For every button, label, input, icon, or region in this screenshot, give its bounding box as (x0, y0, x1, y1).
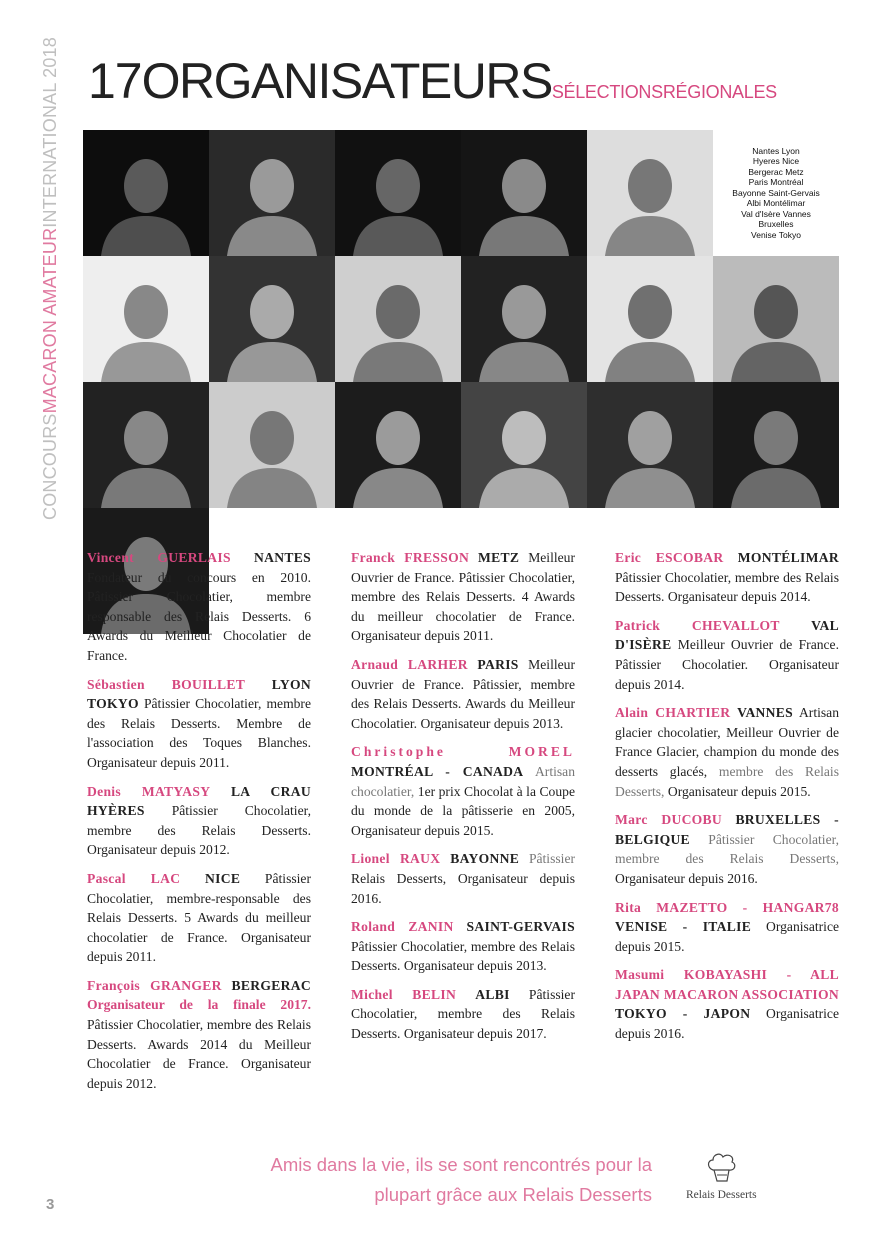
organizer-name: Sébastien BOUILLET (87, 676, 246, 692)
organizer-city: BRUXELLES - BELGIQUE (615, 812, 839, 847)
organizer-bio-grey: Pâtissier (528, 851, 576, 867)
organizer-city: MONTÉLIMAR (737, 550, 839, 565)
organizer-name: Pascal LAC (87, 870, 181, 886)
portrait-icon (461, 256, 587, 382)
logo-text: Relais Desserts (686, 1189, 757, 1201)
organizer-city: METZ (478, 550, 520, 565)
organizer-entry (87, 976, 311, 1094)
organizer-highlight: Organisateur de la finale 2017. (87, 997, 311, 1013)
portrait-icon (461, 382, 587, 508)
photo-17 (713, 382, 839, 508)
quote-line-1: Amis dans la vie, ils se sont rencontrés pour la (270, 1154, 652, 1175)
city-line: Venise Tokyo (751, 229, 801, 240)
organizers-columns (87, 548, 839, 1102)
organizer-bio: Meilleur Ouvrier de France. Pâtissier Chocolatier. Organisateur depuis 2014. (615, 637, 839, 692)
portrait-icon (587, 130, 713, 256)
organizer-bio: 1er prix Chocolat à la Coupe du monde de la pâtisserie en 2005, Organisateur depuis 2015. (351, 783, 575, 838)
organizer-bio-grey: membre des Relais Desserts, (615, 763, 839, 799)
organizer-entry (615, 548, 839, 607)
organizer-name: Arnaud LARHER (351, 656, 468, 672)
portrait-icon (587, 256, 713, 382)
organizer-name: Christophe MOREL (351, 744, 575, 760)
organizer-entry (615, 898, 839, 957)
organizer-entry (351, 917, 575, 976)
photo-7 (209, 256, 335, 382)
cities-list (713, 130, 839, 256)
organizer-name: Masumi KOBAYASHI - ALL JAPAN MACARON ASSOCIATION (615, 967, 839, 1002)
page-number: 3 (46, 1196, 55, 1213)
city-line: Bruxelles (758, 219, 794, 230)
organizer-bio: Pâtissier Chocolatier, membre des Relais Desserts. Organisateur depuis 2012. (87, 803, 311, 858)
organizer-name: Eric ESCOBAR (615, 550, 724, 565)
side-caption-b: MACARON AMATEUR (40, 227, 60, 414)
city-line: Nantes Lyon (752, 145, 800, 156)
title-number: 17 (88, 53, 142, 109)
quote (192, 1150, 652, 1210)
organizer-city: NICE (205, 870, 241, 886)
organizer-entry (615, 965, 839, 1043)
photo-3 (335, 130, 461, 256)
photo-13 (209, 382, 335, 508)
organizer-bio: Pâtissier Chocolatier, membre des Relais Desserts. Organisateur depuis 2013. (351, 938, 575, 974)
portrait-icon (461, 130, 587, 256)
organizer-city: VAL D'ISÈRE (615, 617, 839, 653)
column-3 (615, 548, 839, 1102)
organizer-bio: Pâtissier Chocolatier, membre des Relais Desserts. Awards 2014 du Meilleur Chocolatier de France. Organisateur depuis 2012. (87, 1017, 311, 1091)
organizer-entry (351, 849, 575, 908)
organizer-city: VANNES (737, 705, 794, 721)
side-caption-c: INTERNATIONAL 2018 (40, 37, 60, 228)
portrait-icon (209, 130, 335, 256)
title-subtitle: SÉLECTIONSRÉGIONALES (551, 82, 777, 102)
photo-15 (461, 382, 587, 508)
photo-1 (83, 130, 209, 256)
column-1 (87, 548, 311, 1102)
photo-4 (461, 130, 587, 256)
portrait-icon (83, 382, 209, 508)
chef-hat-icon (701, 1148, 741, 1184)
organizer-city: LA CRAU HYÈRES (87, 783, 311, 819)
city-line: Paris Montréal (748, 177, 804, 188)
organizer-bio: Pâtissier Chocolatier, membre des Relais Desserts. Membre de l'association des Toques Blanches. Organisateur depuis 2011. (87, 696, 311, 770)
organizer-bio: Pâtissier Chocolatier, membre des Relais Desserts. Organisateur depuis 2014. (615, 569, 839, 605)
organizer-city: BERGERAC (231, 977, 311, 993)
photo-grid (83, 130, 839, 508)
organizer-name: Patrick CHEVALLOT (615, 617, 780, 633)
organizer-entry (351, 985, 575, 1044)
organizer-bio: Organisateur depuis 2016. (615, 870, 758, 886)
organizer-entry (351, 655, 575, 733)
portrait-icon (335, 130, 461, 256)
organizer-city: VENISE - ITALIE (615, 919, 752, 935)
photo-16 (587, 382, 713, 508)
organizer-name: Franck FRESSON (351, 550, 470, 565)
organizer-name: Vincent GUERLAIS (87, 550, 231, 565)
organizer-entry (615, 616, 839, 694)
organizer-bio-grey: Pâtissier Chocolatier, membre des Relais Desserts, (615, 831, 839, 867)
city-line: Val d'Isère Vannes (741, 208, 811, 219)
organizer-city: ALBI (475, 986, 510, 1002)
organizer-city: SAINT-GERVAIS (466, 919, 575, 935)
organizer-entry (615, 703, 839, 801)
page-title (88, 52, 777, 110)
organizer-bio-grey: Artisan chocolatier, (351, 763, 575, 799)
city-line: Bergerac Metz (748, 166, 804, 177)
organizer-city: NANTES (254, 550, 311, 565)
organizer-entry (87, 675, 311, 773)
portrait-icon (713, 382, 839, 508)
city-line: Albi Montélimar (746, 198, 806, 209)
portrait-icon (587, 382, 713, 508)
photo-8 (335, 256, 461, 382)
portrait-icon (209, 256, 335, 382)
organizer-entry (615, 810, 839, 888)
organizer-city: MONTRÉAL - CANADA (351, 763, 524, 779)
organizer-bio: Pâtissier Chocolatier, membre des Relais Desserts. Organisateur depuis 2017. (351, 986, 575, 1042)
portrait-icon (83, 130, 209, 256)
title-main: ORGANISATEURS (141, 53, 552, 109)
organizer-entry (351, 548, 575, 646)
photo-6 (83, 256, 209, 382)
organizer-name: Lionel RAUX (351, 851, 441, 867)
organizer-name: Michel BELIN (351, 986, 457, 1002)
organizer-name: Denis MATYASY (87, 783, 211, 799)
organizer-bio: Relais Desserts, Organisateur depuis 2016. (351, 870, 575, 906)
organizer-city: PARIS (477, 656, 519, 672)
organizer-bio: Organisateur depuis 2015. (667, 783, 811, 799)
organizer-city: BAYONNE (450, 851, 520, 867)
photo-14 (335, 382, 461, 508)
organizer-entry (87, 782, 311, 860)
portrait-icon (335, 382, 461, 508)
photo-10 (587, 256, 713, 382)
organizer-name: Roland ZANIN (351, 919, 454, 935)
organizer-bio: Organisatrice depuis 2016. (615, 1006, 839, 1042)
organizer-city: TOKYO - JAPON (615, 1006, 751, 1022)
photo-5 (587, 130, 713, 256)
side-caption-a: CONCOURS (40, 413, 60, 520)
city-line: Bayonne Saint-Gervais (732, 187, 820, 198)
relais-desserts-logo (686, 1148, 756, 1201)
portrait-icon (713, 256, 839, 382)
organizer-name: Alain CHARTIER (615, 705, 731, 721)
portrait-icon (335, 256, 461, 382)
organizer-entry (351, 742, 575, 840)
side-caption (40, 37, 61, 520)
photo-12 (83, 382, 209, 508)
photo-9 (461, 256, 587, 382)
organizer-bio: Meilleur Ouvrier de France. Pâtissier Chocolatier, membre des Relais Desserts. 4 Awards du meilleur chocolatier de France. Organisateur depuis 2011. (351, 550, 575, 644)
portrait-icon (83, 256, 209, 382)
organizer-bio: Fondateur du concours en 2010. Pâtissier Chocolatier, membre responsable des Relais Desserts. 6 Awards du Meilleur Chocolatier de France. (87, 569, 311, 663)
quote-line-2: plupart grâce aux Relais Desserts (374, 1184, 652, 1205)
organizer-city: LYON TOKYO (87, 676, 311, 712)
organizer-name: Marc DUCOBU (615, 812, 723, 828)
organizer-entry (87, 869, 311, 967)
organizer-bio: Organisatrice depuis 2015. (615, 919, 840, 954)
column-2 (351, 548, 575, 1102)
organizer-name: Rita MAZETTO - HANGAR78 (615, 899, 839, 915)
organizer-bio: Artisan glacier chocolatier, Meilleur Ouvrier de France Glacier, champion du monde des desserts glacés, (615, 705, 839, 779)
photo-2 (209, 130, 335, 256)
city-line: Hyeres Nice (752, 156, 800, 167)
organizer-entry (87, 548, 311, 666)
organizer-bio: Pâtissier Chocolatier, membre-responsable des Relais Desserts. 5 Awards du meilleur chocolatier de France. Organisateur depuis 2011. (87, 870, 311, 965)
portrait-icon (209, 382, 335, 508)
organizer-name: François GRANGER (87, 977, 222, 993)
organizer-bio: Meilleur Ouvrier de France. Pâtissier, membre des Relais Desserts. Awards du Meilleur Chocolatier. Organisateur depuis 2013. (351, 656, 575, 731)
photo-11 (713, 256, 839, 382)
